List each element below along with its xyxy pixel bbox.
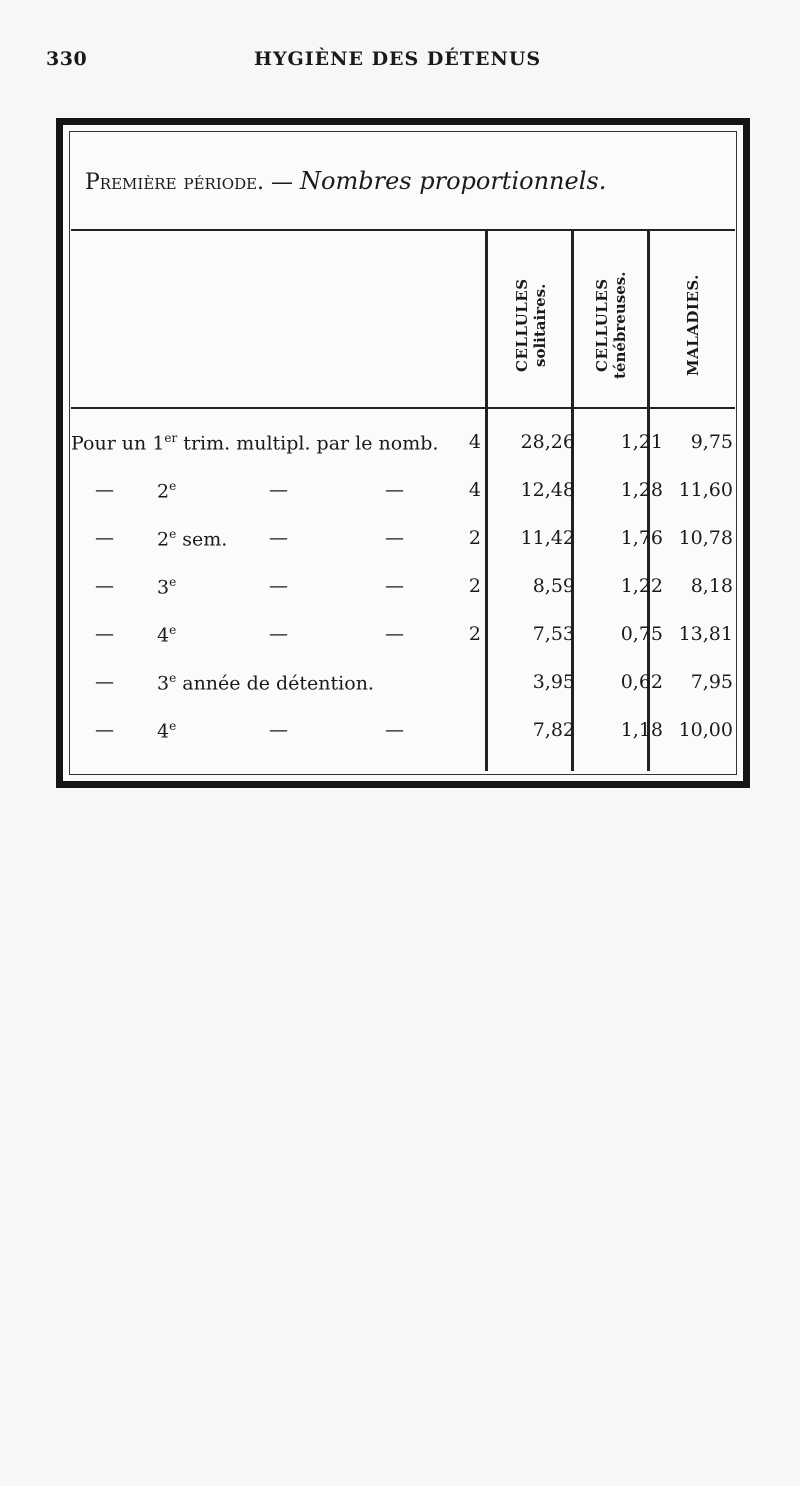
ditto-dash: — [269, 479, 288, 501]
row-label: Pour un 1er trim. multipl. par le nomb. [71, 431, 439, 455]
ditto-dash: — [385, 719, 404, 741]
column-header-solitary-top: CELLULES [513, 278, 531, 372]
table-row [63, 575, 743, 619]
value-dark-cells: 1,21 [620, 431, 663, 453]
ditto-dash: — [269, 719, 288, 741]
table-row [63, 719, 743, 763]
value-dark-cells: 0,62 [620, 671, 663, 693]
value-solitary-cells: 7,82 [532, 719, 575, 741]
row-period: 3e année de détention. [157, 671, 374, 695]
value-diseases: 13,81 [678, 623, 733, 645]
value-solitary-cells: 8,59 [532, 575, 575, 597]
row-multiplier: 4 [468, 431, 481, 453]
value-dark-cells: 1,76 [620, 527, 663, 549]
row-multiplier: 2 [468, 623, 481, 645]
value-solitary-cells: 28,26 [520, 431, 575, 453]
value-diseases: 9,75 [690, 431, 733, 453]
table-title [85, 167, 606, 195]
row-multiplier: 2 [468, 527, 481, 549]
table-title-subject: Nombres proportionnels. [300, 167, 607, 195]
value-solitary-cells: 3,95 [532, 671, 575, 693]
ditto-dash: — [385, 479, 404, 501]
row-period: 4e [157, 719, 177, 743]
column-header-diseases-label: MALADIES. [684, 274, 702, 376]
value-diseases: 10,00 [678, 719, 733, 741]
value-dark-cells: 1,28 [620, 479, 663, 501]
value-solitary-cells: 11,42 [520, 527, 575, 549]
ditto-dash: — [95, 623, 114, 645]
value-dark-cells: 1,18 [620, 719, 663, 741]
ditto-dash: — [385, 527, 404, 549]
value-dark-cells: 1,22 [620, 575, 663, 597]
row-period: 3e [157, 575, 177, 599]
ditto-dash: — [95, 575, 114, 597]
table-title-period: Première période. [85, 170, 265, 195]
rule-under-title [71, 229, 735, 231]
value-diseases: 10,78 [678, 527, 733, 549]
ditto-dash: — [95, 671, 114, 693]
row-period: 2e [157, 479, 177, 503]
column-header-solitary-cells [509, 245, 553, 405]
ditto-dash: — [385, 575, 404, 597]
column-header-dark-bottom: ténébreuses. [611, 271, 629, 379]
column-header-solitary-bottom: solitaires. [531, 283, 549, 367]
value-diseases: 7,95 [690, 671, 733, 693]
column-header-dark-top: CELLULES [593, 278, 611, 372]
column-header-diseases [675, 245, 711, 405]
table-row [63, 671, 743, 715]
table-row [63, 527, 743, 571]
row-multiplier: 2 [468, 575, 481, 597]
table-row [63, 431, 743, 475]
row-period: 4e [157, 623, 177, 647]
ditto-dash: — [95, 479, 114, 501]
ditto-dash: — [269, 527, 288, 549]
running-title: HYGIÈNE DES DÉTENUS [254, 48, 542, 70]
ditto-dash: — [269, 575, 288, 597]
value-solitary-cells: 12,48 [520, 479, 575, 501]
table-row [63, 479, 743, 523]
row-multiplier: 4 [468, 479, 481, 501]
row-period: 2e sem. [157, 527, 228, 551]
ditto-dash: — [95, 527, 114, 549]
data-table [56, 118, 750, 788]
ditto-dash: — [95, 719, 114, 741]
ditto-dash: — [385, 623, 404, 645]
value-solitary-cells: 7,53 [532, 623, 575, 645]
rule-under-headers [71, 407, 735, 409]
column-header-dark-cells [589, 245, 633, 405]
ditto-dash: — [269, 623, 288, 645]
value-diseases: 8,18 [690, 575, 733, 597]
page-header [46, 44, 566, 76]
table-title-separator: — [264, 170, 301, 195]
page-number: 330 [46, 48, 88, 70]
value-diseases: 11,60 [678, 479, 733, 501]
value-dark-cells: 0,75 [620, 623, 663, 645]
table-row [63, 623, 743, 667]
